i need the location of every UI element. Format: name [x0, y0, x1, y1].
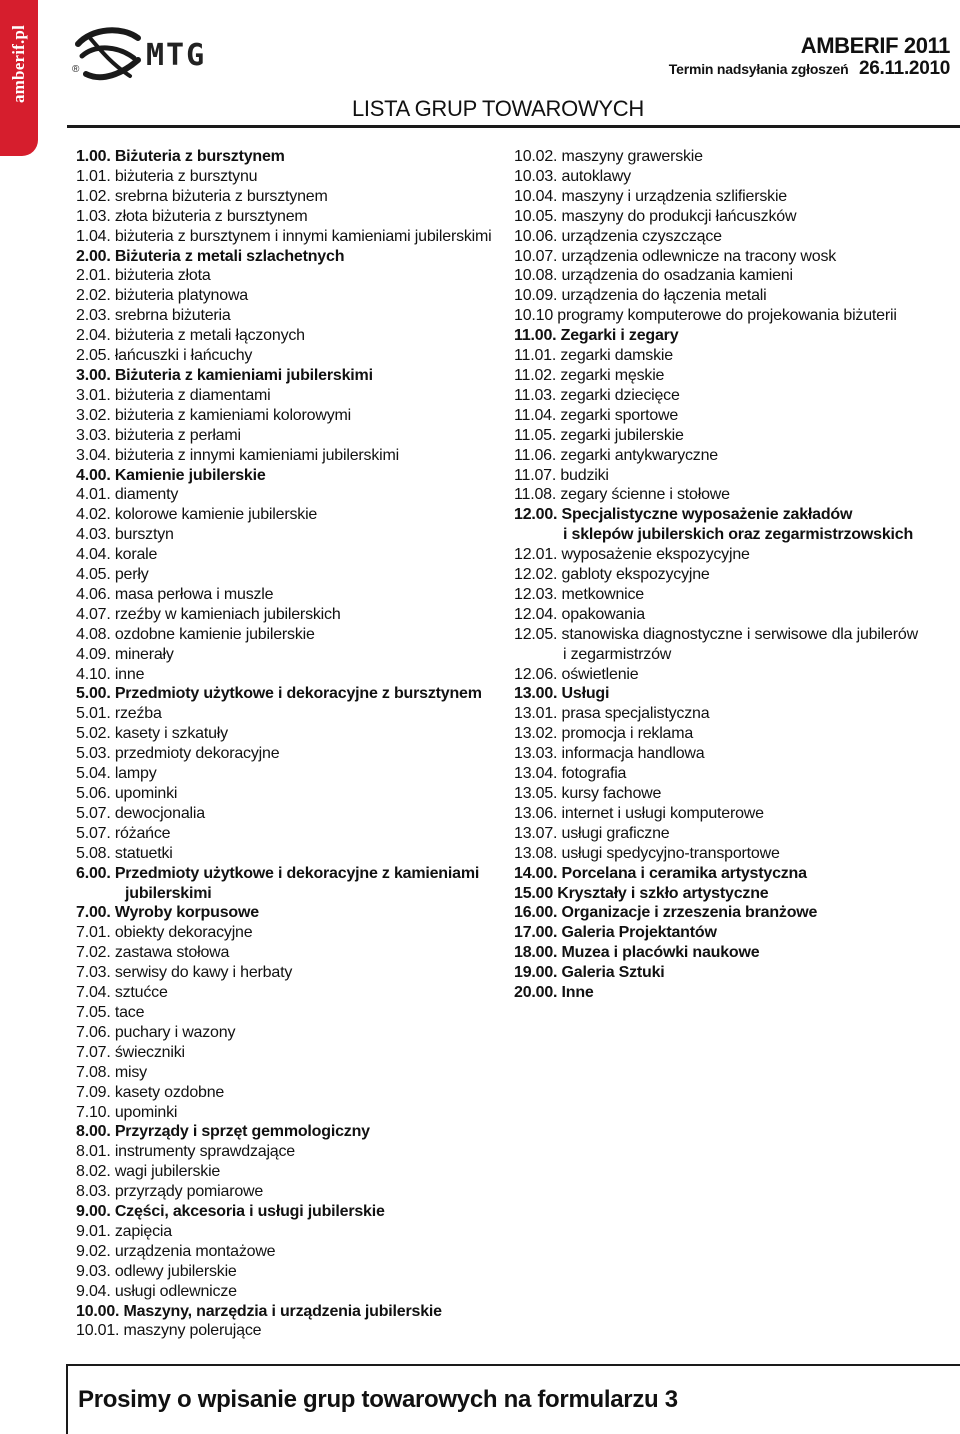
list-item	[514, 545, 954, 565]
item-text: 7.09. kasety ozdobne	[76, 1083, 225, 1101]
list-item	[514, 247, 954, 267]
list-item	[514, 266, 954, 286]
list-item	[514, 207, 954, 227]
item-text: 13.06. internet i usługi komputerowe	[514, 804, 764, 822]
item-text: 13.00. Usługi	[514, 685, 610, 703]
list-item	[76, 306, 496, 326]
item-text: 2.03. srebrna biżuteria	[76, 307, 231, 325]
item-text: 10.09. urządzenia do łączenia metali	[514, 287, 767, 305]
group-heading	[514, 923, 954, 943]
item-text: 4.10. inne	[76, 665, 145, 683]
item-text: 12.00. Specjalistyczne wyposażenie zakładów	[514, 506, 853, 524]
item-text: 7.00. Wyroby korpusowe	[76, 904, 259, 922]
item-text: 9.01. zapięcia	[76, 1222, 172, 1240]
right-column	[514, 147, 954, 1003]
list-item	[514, 167, 954, 187]
item-text: 9.02. urządzenia montażowe	[76, 1242, 276, 1260]
item-text: 8.02. wagi jubilerskie	[76, 1163, 221, 1181]
group-heading	[76, 466, 496, 486]
group-heading	[76, 903, 496, 923]
list-item	[76, 1242, 496, 1262]
item-text: 11.03. zegarki dziecięce	[514, 386, 680, 404]
item-text: 5.07. dewocjonalia	[76, 804, 205, 822]
item-text: 1.01. biżuteria z bursztynu	[76, 167, 258, 185]
item-text: 9.04. usługi odlewnicze	[76, 1282, 237, 1300]
item-text: 13.07. usługi graficzne	[514, 824, 670, 842]
list-item	[76, 565, 496, 585]
item-text: 5.00. Przedmioty użytkowe i dekoracyjne z bursztynem	[76, 685, 482, 703]
list-item	[514, 844, 954, 864]
item-text: 10.00. Maszyny, narzędzia i urządzenia jubilerskie	[76, 1302, 442, 1320]
list-item	[76, 207, 496, 227]
list-item	[514, 485, 954, 505]
list-item	[76, 704, 496, 724]
item-continuation: jubilerskimi	[125, 884, 212, 902]
list-item	[76, 406, 496, 426]
group-heading	[76, 684, 496, 704]
item-text: 10.05. maszyny do produkcji łańcuszków	[514, 207, 797, 225]
group-heading	[76, 366, 496, 386]
item-text: 7.02. zastawa stołowa	[76, 944, 230, 962]
list-item	[76, 1182, 496, 1202]
list-item	[76, 744, 496, 764]
list-item	[514, 625, 954, 665]
group-heading	[76, 1122, 496, 1142]
item-text: 16.00. Organizacje i zrzeszenia branżowe	[514, 904, 818, 922]
item-text: 12.06. oświetlenie	[514, 665, 639, 683]
item-text: 12.02. gabloty ekspozycyjne	[514, 566, 710, 584]
list-item	[514, 804, 954, 824]
item-continuation: i sklepów jubilerskich oraz zegarmistrzowskich	[563, 526, 914, 544]
group-heading	[514, 943, 954, 963]
list-item	[76, 446, 496, 466]
list-item	[514, 466, 954, 486]
item-text: 7.07. świeczniki	[76, 1043, 185, 1061]
list-item	[514, 665, 954, 685]
header-rule	[67, 125, 960, 128]
list-item	[514, 824, 954, 844]
footer-note: Prosimy o wpisanie grup towarowych na formularzu 3	[78, 1386, 678, 1413]
list-item	[514, 147, 954, 167]
item-text: 11.08. zegary ścienne i stołowe	[514, 486, 730, 504]
group-heading	[514, 505, 954, 545]
list-item	[76, 625, 496, 645]
item-text: 11.04. zegarki sportowe	[514, 406, 679, 424]
item-text: 3.01. biżuteria z diamentami	[76, 386, 271, 404]
list-item	[514, 386, 954, 406]
item-text: 11.05. zegarki jubilerskie	[514, 426, 684, 444]
list-item	[76, 923, 496, 943]
list-item	[76, 943, 496, 963]
group-heading	[514, 903, 954, 923]
item-text: 3.00. Biżuteria z kamieniami jubilerskimi	[76, 366, 373, 384]
list-item	[514, 286, 954, 306]
item-text: 8.03. przyrządy pomiarowe	[76, 1183, 264, 1201]
item-text: 13.02. promocja i reklama	[514, 725, 694, 743]
item-text: 1.04. biżuteria z bursztynem i innymi kamieniami jubilerskimi	[76, 227, 492, 245]
list-item	[514, 744, 954, 764]
item-text: 12.01. wyposażenie ekspozycyjne	[514, 546, 750, 564]
item-text: 10.03. autoklawy	[514, 167, 631, 185]
item-text: 3.02. biżuteria z kamieniami kolorowymi	[76, 406, 351, 424]
list-item	[76, 326, 496, 346]
group-heading	[514, 864, 954, 884]
group-heading	[76, 1302, 496, 1322]
item-text: 11.07. budziki	[514, 466, 609, 484]
list-item	[76, 386, 496, 406]
item-text: 4.01. diamenty	[76, 486, 179, 504]
list-item	[76, 963, 496, 983]
list-item	[514, 724, 954, 744]
group-heading	[76, 864, 496, 904]
list-item	[76, 227, 496, 247]
item-text: 4.07. rzeźby w kamieniach jubilerskich	[76, 605, 341, 623]
item-text: 5.08. statuetki	[76, 844, 173, 862]
item-text: 4.05. perły	[76, 566, 149, 584]
list-item	[76, 983, 496, 1003]
mtg-logo	[72, 24, 222, 86]
item-text: 13.04. fotografia	[514, 765, 627, 783]
item-text: 5.01. rzeźba	[76, 705, 162, 723]
list-item	[76, 545, 496, 565]
item-text: 10.07. urządzenia odlewnicze na tracony wosk	[514, 247, 837, 265]
list-item	[76, 1321, 496, 1341]
list-item	[76, 346, 496, 366]
item-text: 4.03. bursztyn	[76, 526, 174, 544]
item-text: 2.02. biżuteria platynowa	[76, 287, 249, 305]
item-text: 13.08. usługi spedycyjno-transportowe	[514, 844, 780, 862]
item-text: 8.00. Przyrządy i sprzęt gemmologiczny	[76, 1123, 370, 1141]
item-text: 12.05. stanowiska diagnostyczne i serwisowe dla jubilerów	[514, 625, 918, 643]
item-text: 20.00. Inne	[514, 984, 594, 1002]
item-text: 9.03. odlewy jubilerskie	[76, 1262, 237, 1280]
group-heading	[76, 1202, 496, 1222]
item-text: 1.03. złota biżuteria z bursztynem	[76, 207, 308, 225]
list-item	[76, 167, 496, 187]
group-heading	[76, 147, 496, 167]
group-heading	[514, 326, 954, 346]
item-text: 19.00. Galeria Sztuki	[514, 964, 665, 982]
item-text: 7.01. obiekty dekoracyjne	[76, 924, 253, 942]
list-item	[76, 665, 496, 685]
item-text: 4.04. korale	[76, 546, 158, 564]
left-column	[76, 147, 496, 1341]
list-item	[76, 1162, 496, 1182]
item-text: 7.08. misy	[76, 1063, 147, 1081]
list-item	[76, 1083, 496, 1103]
footer-box	[66, 1364, 960, 1434]
item-text: 10.06. urządzenia czyszczące	[514, 227, 722, 245]
item-text: 18.00. Muzea i placówki naukowe	[514, 944, 760, 962]
list-item	[76, 266, 496, 286]
brand-name: MTG	[146, 38, 207, 73]
list-item	[514, 585, 954, 605]
item-text: 5.03. przedmioty dekoracyjne	[76, 745, 280, 763]
item-text: 15.00 Kryształy i szkło artystyczne	[514, 884, 769, 902]
item-text: 11.01. zegarki damskie	[514, 347, 673, 365]
list-item	[76, 1222, 496, 1242]
list-item	[76, 605, 496, 625]
item-text: 2.05. łańcuszki i łańcuchy	[76, 347, 253, 365]
item-continuation: i zegarmistrzów	[563, 645, 672, 663]
item-text: 12.04. opakowania	[514, 605, 645, 623]
item-text: 4.00. Kamienie jubilerskie	[76, 466, 266, 484]
item-text: 13.03. informacja handlowa	[514, 745, 705, 763]
page-title: LISTA GRUP TOWAROWYCH	[352, 96, 644, 121]
item-text: 10.04. maszyny i urządzenia szlifierskie	[514, 187, 788, 205]
item-text: 7.03. serwisy do kawy i herbaty	[76, 964, 293, 982]
item-text: 5.06. upominki	[76, 785, 178, 802]
event-title: AMBERIF 2011	[800, 33, 950, 58]
group-heading	[514, 983, 954, 1003]
list-item	[514, 306, 954, 326]
item-text: 12.03. metkownice	[514, 585, 645, 603]
item-text: 11.06. zegarki antykwaryczne	[514, 446, 718, 464]
item-text: 1.00. Biżuteria z bursztynem	[76, 148, 285, 165]
deadline-label: Termin nadsyłania zgłoszeń	[668, 61, 849, 77]
side-tab-label: amberif.pl	[9, 24, 28, 104]
list-item	[76, 804, 496, 824]
item-text: 4.06. masa perłowa i muszle	[76, 585, 274, 603]
item-text: 7.05. tace	[76, 1003, 145, 1021]
item-text: 7.10. upominki	[76, 1103, 178, 1121]
list-item	[514, 366, 954, 386]
list-item	[76, 724, 496, 744]
item-text: 13.01. prasa specjalistyczna	[514, 705, 710, 723]
item-text: 2.04. biżuteria z metali łączonych	[76, 327, 305, 345]
side-tab	[0, 0, 38, 156]
list-item	[514, 446, 954, 466]
list-item	[76, 187, 496, 207]
list-item	[76, 505, 496, 525]
item-text: 13.05. kursy fachowe	[514, 785, 662, 802]
list-item	[514, 704, 954, 724]
item-text: 10.08. urządzenia do osadzania kamieni	[514, 267, 793, 285]
item-text: 3.04. biżuteria z innymi kamieniami jubilerskimi	[76, 446, 399, 464]
list-item	[76, 844, 496, 864]
group-heading	[514, 963, 954, 983]
item-text: 7.06. puchary i wazony	[76, 1023, 236, 1041]
list-item	[76, 1063, 496, 1083]
list-item	[514, 426, 954, 446]
list-item	[76, 1043, 496, 1063]
list-item	[76, 824, 496, 844]
item-text: 3.03. biżuteria z perłami	[76, 426, 241, 444]
list-item	[76, 585, 496, 605]
list-item	[76, 1142, 496, 1162]
list-item	[76, 764, 496, 784]
registered-mark: ®	[72, 64, 80, 75]
list-item	[76, 485, 496, 505]
list-item	[76, 1023, 496, 1043]
item-text: 2.00. Biżuteria z metali szlachetnych	[76, 247, 345, 265]
list-item	[76, 1103, 496, 1123]
item-text: 8.01. instrumenty sprawdzające	[76, 1143, 296, 1161]
item-text: 9.00. Części, akcesoria i usługi jubilerskie	[76, 1203, 385, 1221]
list-item	[514, 764, 954, 784]
item-text: 2.01. biżuteria złota	[76, 267, 211, 285]
list-item	[76, 286, 496, 306]
item-text: 10.01. maszyny polerujące	[76, 1322, 262, 1340]
list-item	[514, 406, 954, 426]
list-item	[514, 784, 954, 804]
mtg-swirl-icon	[72, 24, 148, 86]
list-item	[76, 784, 496, 804]
list-item	[514, 605, 954, 625]
item-text: 14.00. Porcelana i ceramika artystyczna	[514, 864, 807, 882]
item-text: 5.02. kasety i szkatuły	[76, 725, 228, 743]
item-text: 10.02. maszyny grawerskie	[514, 148, 703, 165]
item-text: 7.04. sztućce	[76, 984, 168, 1002]
group-heading	[76, 247, 496, 267]
list-item	[76, 426, 496, 446]
item-text: 4.08. ozdobne kamienie jubilerskie	[76, 625, 315, 643]
list-item	[514, 565, 954, 585]
list-item	[514, 187, 954, 207]
group-heading	[514, 884, 954, 904]
deadline-date: 26.11.2010	[858, 58, 950, 79]
item-text: 10.10 programy komputerowe do projekowania biżuterii	[514, 307, 897, 325]
item-text: 11.02. zegarki męskie	[514, 366, 665, 384]
list-item	[76, 525, 496, 545]
item-text: 11.00. Zegarki i zegary	[514, 327, 679, 345]
item-text: 4.09. minerały	[76, 645, 174, 663]
list-item	[76, 1003, 496, 1023]
item-text: 5.04. lampy	[76, 765, 157, 783]
item-text: 17.00. Galeria Projektantów	[514, 924, 717, 942]
list-item	[514, 346, 954, 366]
deadline	[669, 58, 950, 80]
list-item	[76, 1262, 496, 1282]
item-text: 4.02. kolorowe kamienie jubilerskie	[76, 506, 318, 524]
group-heading	[514, 684, 954, 704]
list-item	[76, 1282, 496, 1302]
item-text: 5.07. różańce	[76, 824, 171, 842]
list-item	[514, 227, 954, 247]
item-text: 1.02. srebrna biżuteria z bursztynem	[76, 187, 328, 205]
list-item	[76, 645, 496, 665]
item-text: 6.00. Przedmioty użytkowe i dekoracyjne z kamieniami	[76, 864, 480, 882]
